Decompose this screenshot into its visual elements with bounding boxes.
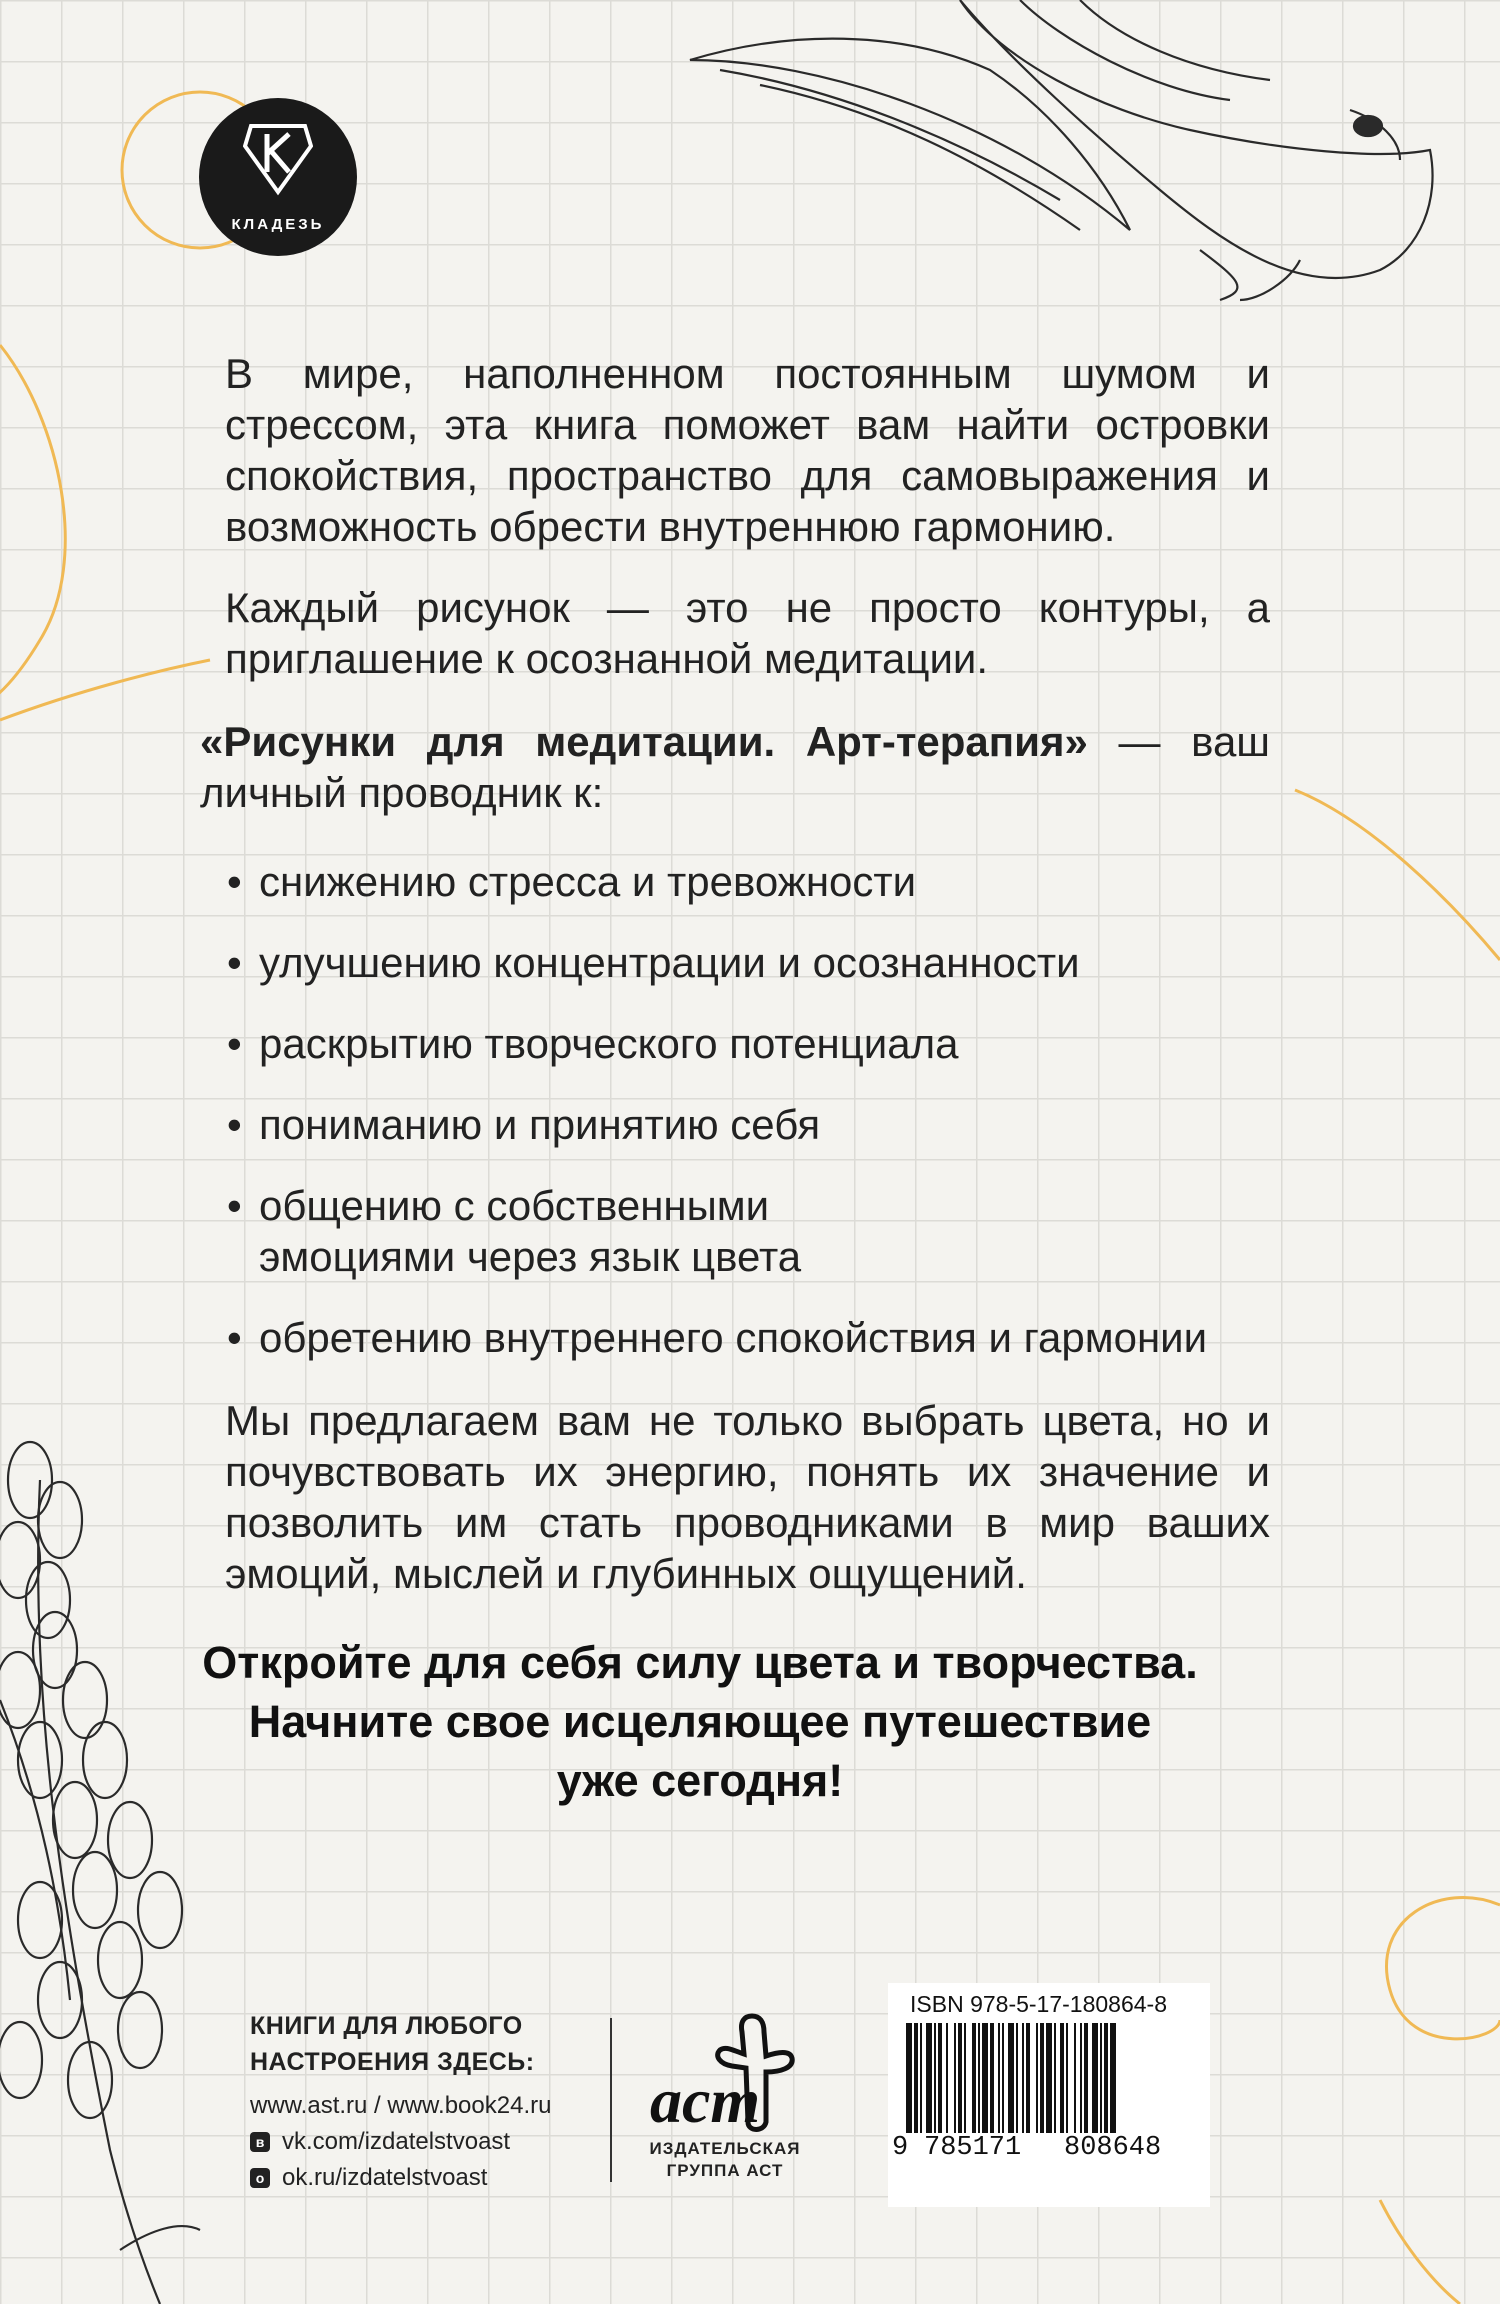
barcode-bar bbox=[920, 2023, 922, 2133]
barcode-bar bbox=[1066, 2023, 1068, 2133]
barcode-bar bbox=[1026, 2023, 1030, 2133]
list-item: • снижению стресса и тревожности bbox=[225, 856, 1270, 907]
vk-link[interactable]: vk.com/izdatelstvoast bbox=[282, 2128, 511, 2155]
barcode-bar bbox=[990, 2023, 994, 2133]
barcode-bar bbox=[946, 2023, 948, 2133]
book-title: «Рисунки для медитации. Арт-терапия» bbox=[200, 718, 1088, 765]
publisher-line: ГРУППА АСТ bbox=[666, 2161, 784, 2180]
barcode-digits-right: 808648 bbox=[1064, 2133, 1162, 2163]
accent-loop-right bbox=[1387, 1898, 1500, 2039]
barcode-bar bbox=[954, 2023, 956, 2133]
paragraph-intro: В мире, наполненном постоянным шумом и стрессом, эта книга поможет вам найти островки спокойствия, пространство для самовыражения и возможность обрести внутреннюю гармонию. bbox=[225, 350, 1270, 550]
ok-link[interactable]: ok.ru/izdatelstvoast bbox=[282, 2164, 488, 2191]
accent-curve-bottom bbox=[1380, 2200, 1460, 2304]
koi-fish-drawing bbox=[690, 0, 1433, 300]
barcode-bar bbox=[1084, 2023, 1088, 2133]
accent-curve-left bbox=[0, 345, 65, 700]
barcode-bars bbox=[906, 2023, 1196, 2133]
barcode-bar bbox=[1040, 2023, 1044, 2133]
barcode-bar bbox=[1022, 2023, 1024, 2133]
logo-text: КЛАДЕЗЬ bbox=[231, 216, 325, 233]
barcode-bar bbox=[926, 2023, 932, 2133]
barcode-digits-left: 785171 bbox=[924, 2133, 1022, 2163]
footer-title-1: КНИГИ ДЛЯ ЛЮБОГО bbox=[250, 2012, 523, 2040]
barcode-bar bbox=[1104, 2023, 1108, 2133]
vk-icon: в bbox=[250, 2132, 270, 2152]
ast-publisher-logo bbox=[640, 2010, 810, 2190]
cta-line: Начните свое исцеляющее путешествие bbox=[248, 1696, 1152, 1747]
barcode-bar bbox=[934, 2023, 936, 2133]
benefits-list bbox=[225, 856, 1270, 1363]
list-item: • раскрытию творческого потенциала bbox=[225, 1018, 1270, 1069]
footer-title-2: НАСТРОЕНИЯ ЗДЕСЬ: bbox=[250, 2048, 535, 2076]
barcode-bar bbox=[964, 2023, 966, 2133]
barcode-bar bbox=[1092, 2023, 1098, 2133]
footer-links bbox=[250, 2008, 551, 2196]
ok-icon: о bbox=[250, 2168, 270, 2188]
call-to-action bbox=[200, 1633, 1200, 1810]
barcode-bar bbox=[1074, 2023, 1076, 2133]
footer-divider bbox=[610, 2018, 612, 2182]
barcode-bar bbox=[958, 2023, 962, 2133]
lavender-drawing bbox=[0, 1442, 200, 2304]
isbn-barcode bbox=[888, 1983, 1210, 2207]
description bbox=[200, 348, 1270, 1657]
diamond-k-icon bbox=[243, 120, 313, 200]
barcode-bar bbox=[906, 2023, 912, 2133]
barcode-bar bbox=[914, 2023, 918, 2133]
barcode-bar bbox=[938, 2023, 942, 2133]
ast-logo-text: аст bbox=[650, 2065, 761, 2135]
list-item: • пониманию и принятию себя bbox=[225, 1099, 1270, 1150]
paragraph-colors: Мы предлагаем вам не только выбрать цвета, но и почувствовать их энергию, понять их значение и позволить им стать проводниками в мир ваших эмоций, мыслей и глубинных ощущений. bbox=[225, 1397, 1270, 1597]
barcode-bar bbox=[972, 2023, 976, 2133]
list-item: • улучшению концентрации и осознанности bbox=[225, 937, 1270, 988]
websites-link[interactable]: www.ast.ru / www.book24.ru bbox=[250, 2092, 552, 2119]
barcode-bar bbox=[982, 2023, 988, 2133]
paragraph-drawings: Каждый рисунок — это не просто контуры, а приглашение к осознанной медитации. bbox=[225, 584, 1270, 682]
barcode-bar bbox=[1008, 2023, 1014, 2133]
barcode-bar bbox=[1080, 2023, 1082, 2133]
barcode-bar bbox=[1054, 2023, 1056, 2133]
paragraph-guide bbox=[200, 716, 1270, 818]
barcode-bar bbox=[1100, 2023, 1102, 2133]
cta-line: уже сегодня! bbox=[556, 1755, 844, 1806]
accent-curve-right bbox=[1295, 790, 1500, 960]
barcode-bar bbox=[978, 2023, 980, 2133]
barcode-bar bbox=[1110, 2023, 1116, 2133]
isbn-number: ISBN 978-5-17-180864-8 bbox=[910, 1991, 1167, 2017]
guide-text: — ваш личный проводник к: bbox=[200, 718, 1270, 816]
barcode-bar bbox=[998, 2023, 1000, 2133]
barcode-bar bbox=[1036, 2023, 1038, 2133]
barcode-bar bbox=[1060, 2023, 1064, 2133]
publisher-name bbox=[640, 2138, 810, 2182]
vk-link-row[interactable] bbox=[250, 2124, 551, 2160]
ast-logo-icon bbox=[640, 2010, 810, 2135]
accent-line-left bbox=[0, 660, 210, 720]
list-item: • общению с собственными эмоциями через язык цвета bbox=[225, 1180, 819, 1282]
barcode-bar bbox=[1016, 2023, 1018, 2133]
publisher-line: ИЗДАТЕЛЬСКАЯ bbox=[649, 2139, 801, 2158]
barcode-bar bbox=[1002, 2023, 1004, 2133]
kladez-logo bbox=[199, 98, 357, 256]
barcode-digit-prefix: 9 bbox=[892, 2133, 909, 2163]
list-item: • обретению внутреннего спокойствия и гармонии bbox=[225, 1312, 1270, 1363]
barcode-bar bbox=[1046, 2023, 1052, 2133]
cta-line: Откройте для себя силу цвета и творчества. bbox=[202, 1637, 1198, 1688]
ok-link-row[interactable] bbox=[250, 2160, 551, 2196]
